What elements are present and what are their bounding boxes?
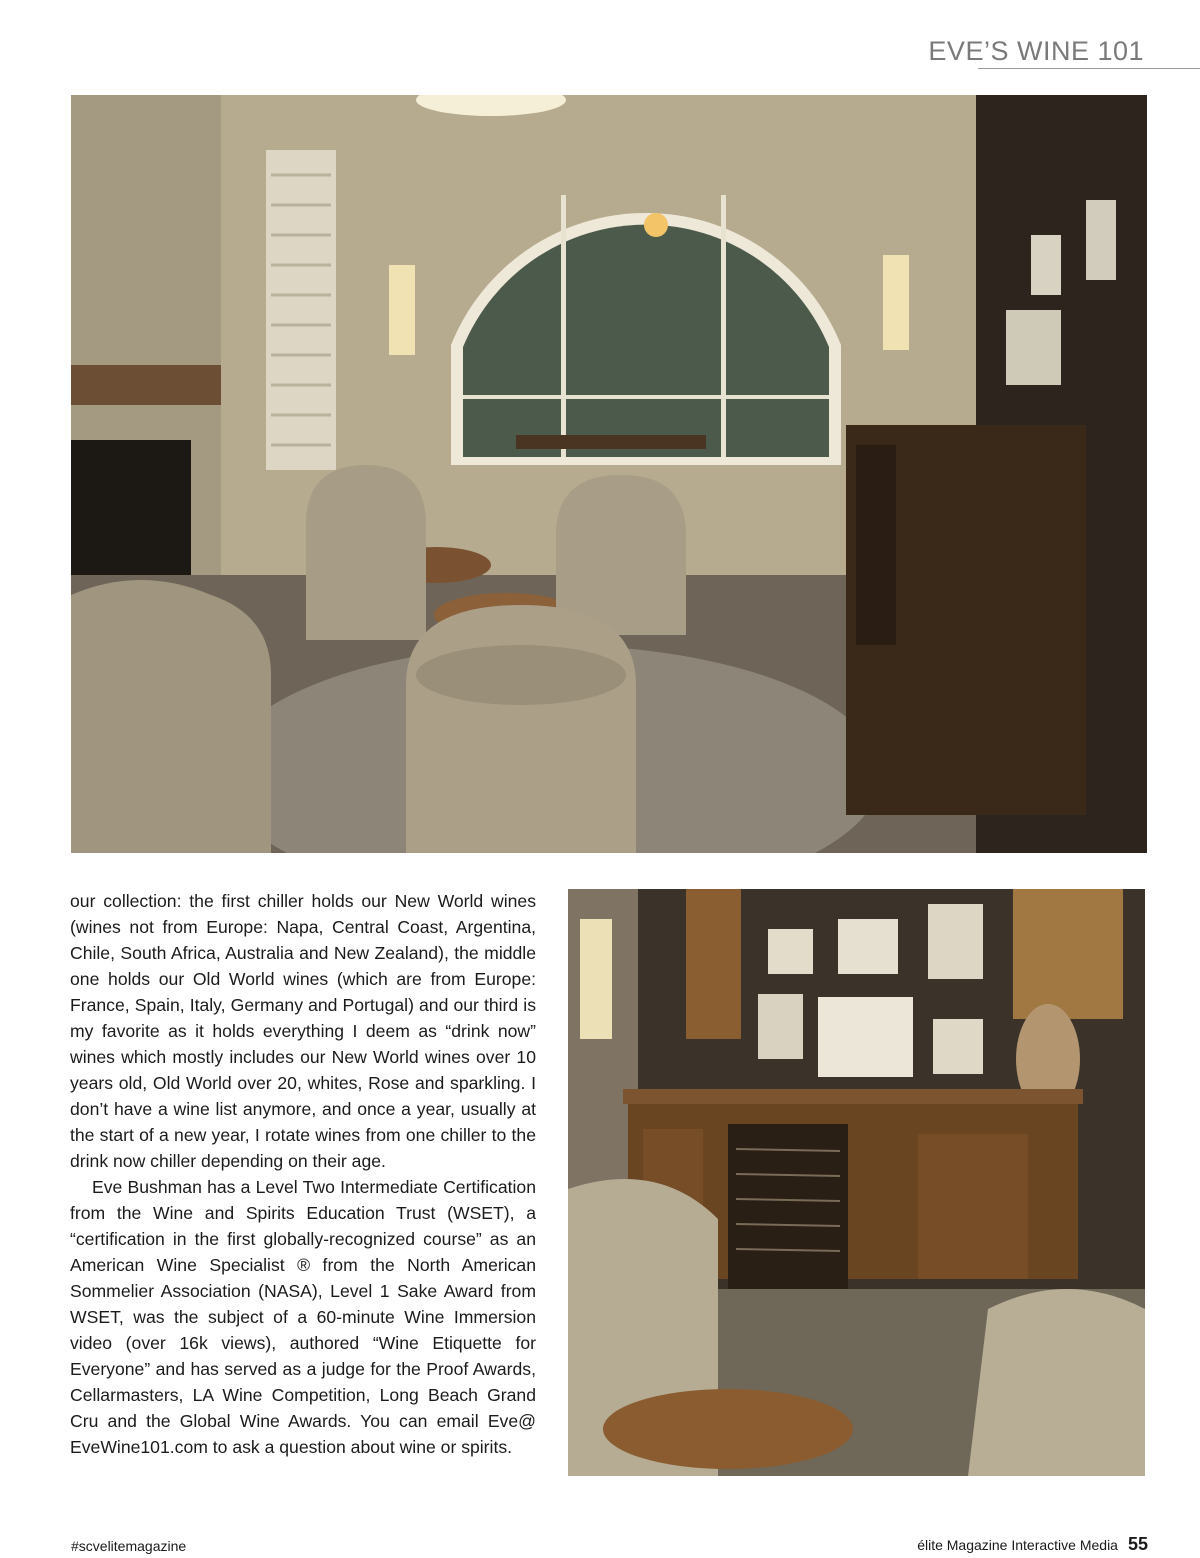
article-paragraph: our collection: the first chiller holds our New World wines (wines not from Europe: Napa, Central Coast, Argentina, Chile, South Africa, Australia and New Zealand), the middle one holds our Old World wines (which are from Europe: France, Spain, Italy, Germany and Portugal) and our third is my favorite as it holds everything I deem as “drink now” wines which mostly includes our New World wines over 10 years old, Old World over 20, whites, Rose and sparkling. I don’t have a wine list anymore, and once a year, usually at the start of a new year, I rotate wines from one chiller to the drink now chiller depending on their age. [70,891,536,1171]
article-body [70,888,536,1460]
footer-publication-block [917,1534,1148,1555]
header-rule [978,68,1200,69]
room-photo-lounge [71,95,1147,853]
room-photo-wine-cabinet [568,889,1145,1476]
footer-publication: élite Magazine Interactive Media [917,1537,1118,1553]
page-number: 55 [1127,1534,1148,1554]
author-bio-paragraph: Eve Bushman has a Level Two Intermediate Certification from the Wine and Spirits Education Trust (WSET), a “certification in the first globally-recognized course” as an American Wine Specialist ® from the North American Sommelier Association (NASA), Level 1 Sake Award from WSET, was the subject of a 60-minute Wine Immersion video (over 16k views), authored “Wine Etiquette for Everyone” and has served as a judge for the Proof Awards, Cellarmasters, LA Wine Competition, Long Beach Grand Cru and the Global Wine Awards. You can email Eve@ EveWine101.com to ask a question about wine or spirits. [70,1177,536,1457]
section-header: EVE’S WINE 101 [928,36,1144,66]
footer-hashtag: #scvelitemagazine [71,1538,187,1554]
